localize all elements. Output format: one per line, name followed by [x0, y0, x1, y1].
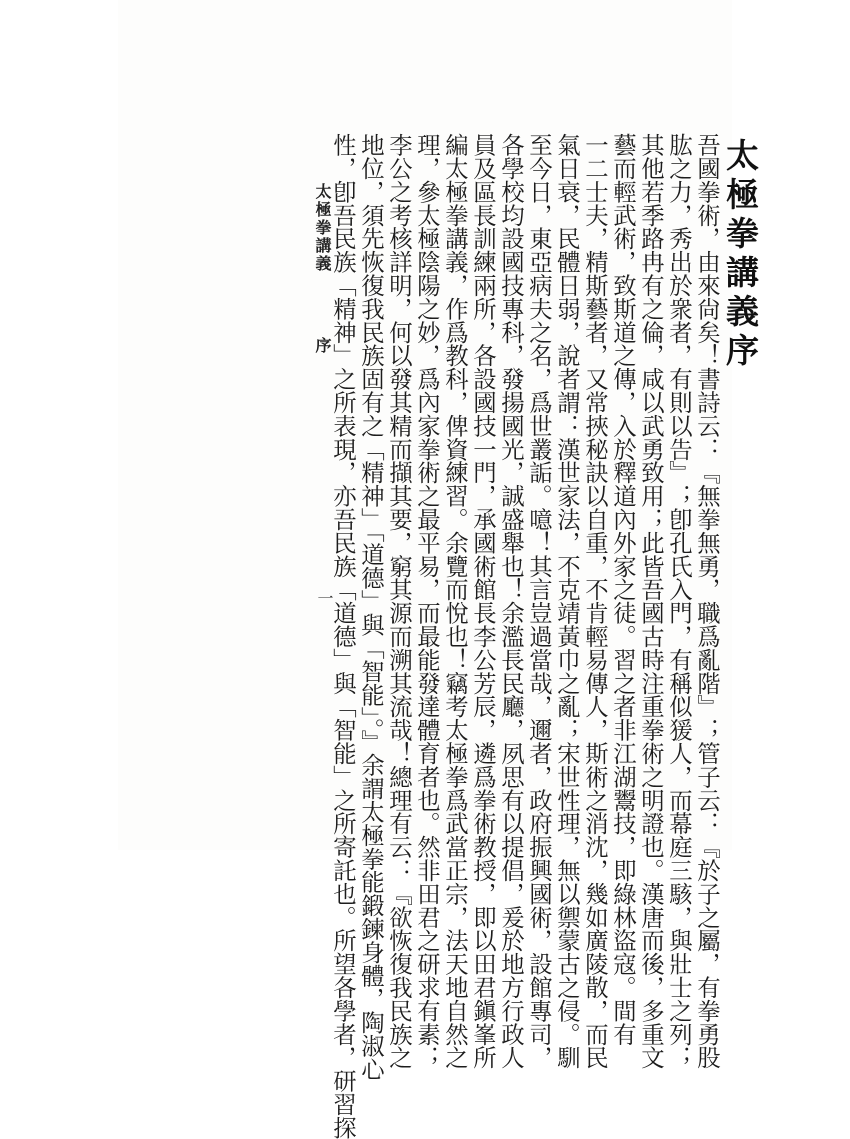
text-column: 吾國拳術，由來尙矣！書詩云：『無拳無勇，職爲亂階』；管子云：『於子之屬，有拳勇股 — [693, 133, 721, 1069]
text-column: 理，參太極陰陽之妙，爲內家拳術之最平易，而最能發達體育者也。然非田君之研求有素； — [413, 133, 441, 1069]
text-column: 至今日，東亞病夫之名，爲世叢詬。噫！其言豈過當哉，邇者，政府振興國術，設館專司， — [525, 133, 553, 1069]
text-column: 其他若季路冉有之倫，咸以武勇致用；此皆吾國古時注重拳術之明證也。漢唐而後，多重文 — [637, 133, 665, 1069]
text-column: 氣日衰，民體日弱，說者謂：漢世家法，不克靖黃巾之亂；宋世性理，無以禦蒙古之侵。馴 — [553, 133, 581, 1069]
book-title-label: 太極拳講義 — [313, 183, 332, 273]
text-column: 李公之考核詳明，何以發其精而擷其要，窮其源而溯其流哉！總理有云：『欲恢復我民族之 — [385, 133, 413, 1069]
text-column: 肱之力，秀出於衆者，有則以告』；卽孔氏入門，有稱似猨人，而幕庭三駭，與壯士之列； — [665, 133, 693, 1069]
text-column: 性，卽吾民族「精神」之所表現，亦吾民族「道德」與「智能」之所寄託也。所望各學者，研習探 — [329, 133, 357, 1139]
text-column: 藝而輕武術，致斯道之傳，入於釋道內外家之徒。習之者非江湖鬻技，即綠林盜寇。間有 — [609, 133, 637, 1046]
running-head — [314, 183, 330, 355]
text-column: 編太極拳講義，作爲教科，俾資練習。余覽而悅也！竊考太極拳爲武當正宗，法天地自然之 — [441, 133, 469, 1069]
page-title: 太極拳講義序 — [721, 138, 760, 372]
text-column: 一二士夫，精斯藝者，又常挾秘訣以自重，不肯輕易傳人，斯術之消沈，幾如廣陵散，而民 — [581, 133, 609, 1069]
text-column: 地位，須先恢復我民族固有之「精神」「道德」與「智能」。』余謂太極拳能鍛鍊身體，陶淑心 — [357, 133, 385, 1081]
page-number: 一 — [315, 590, 334, 606]
text-column: 各學校均設國技專科，發揚國光，誠盛舉也！余濫長民廳，夙思有以提倡，爰於地方行政人 — [497, 133, 525, 1069]
text-column: 員及區長訓練兩所，各設國技一門，承國術館長李公芳辰，遴爲拳術教授，即以田君鎭峯所 — [469, 133, 497, 1069]
book-page — [118, 0, 760, 1139]
section-label: 序 — [313, 337, 332, 355]
